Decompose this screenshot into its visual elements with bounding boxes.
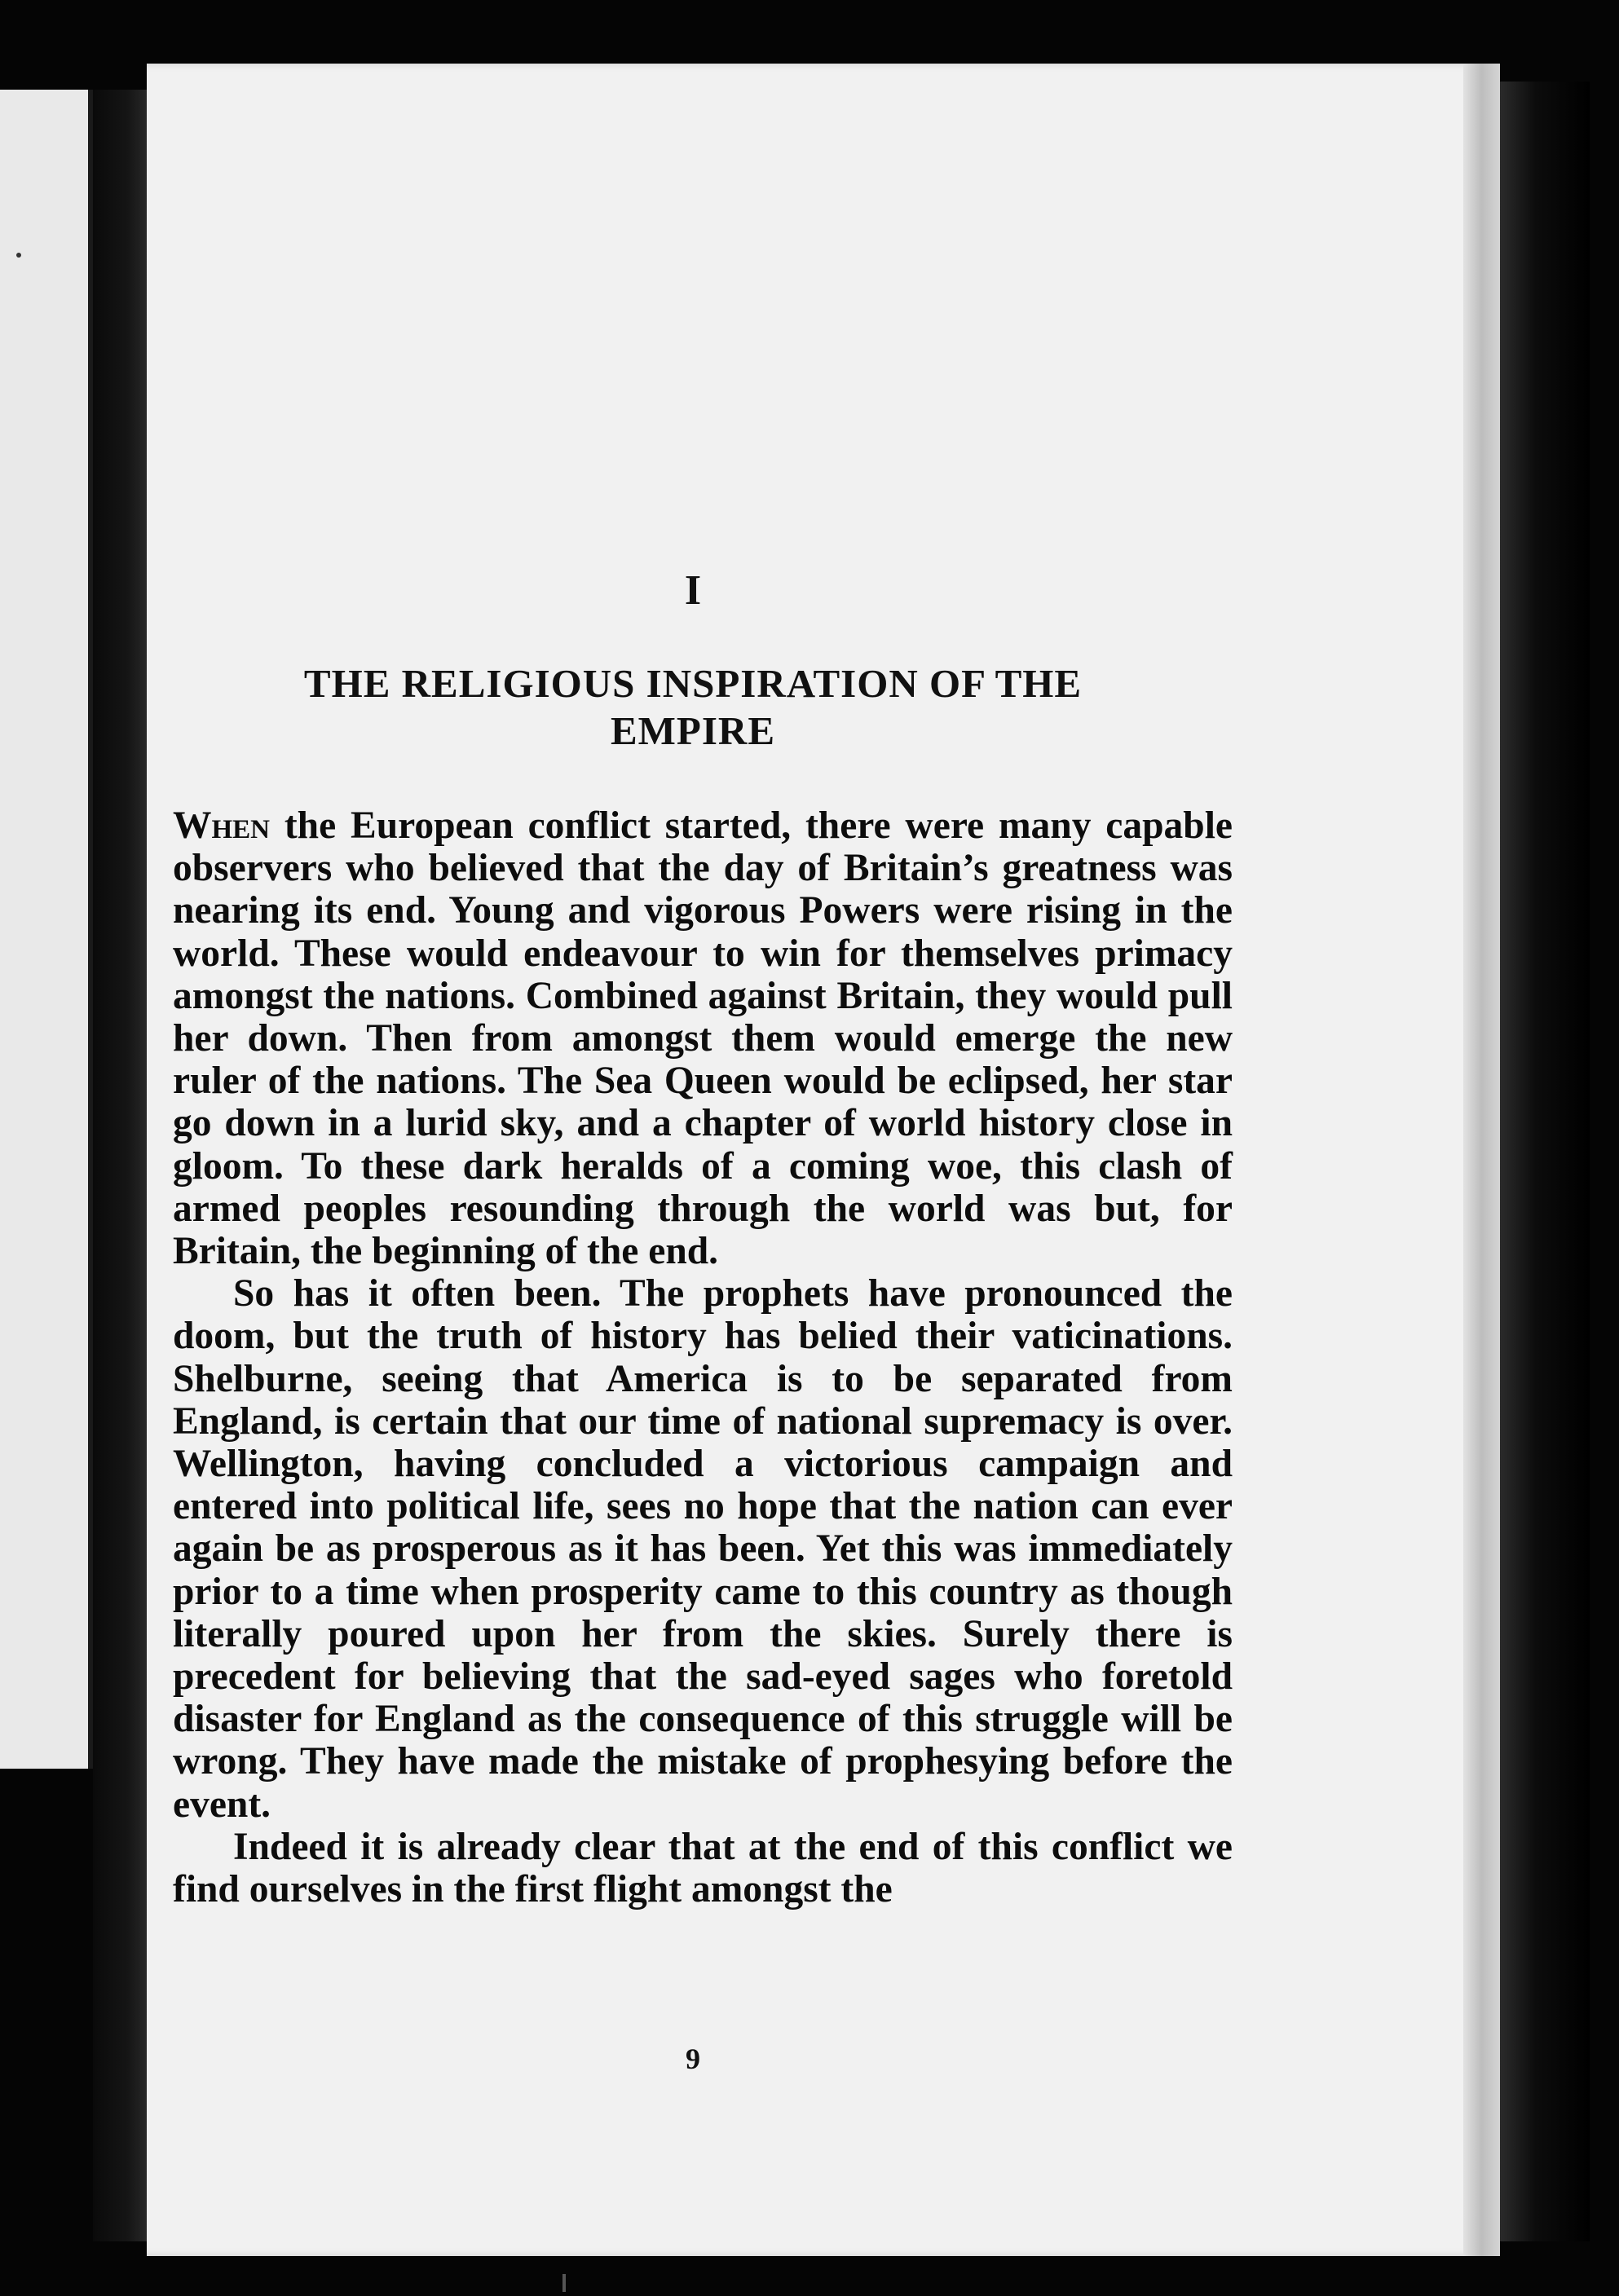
ink-speck bbox=[16, 253, 21, 258]
paragraph-1-text: the European conflict started, there were many capable observers who believed that the day of Britain’s greatness was nearing its end. Young and vigorous Powers were rising in the world. These would endeavour to win for themselves primacy amongst the nations. Combined against Britain, they would pull her down. Then from amongst them would emerge the new ruler of the nations. The Sea Queen would be eclipsed, her star go down in a lurid sky, and a chapter of world history close in gloom. To these dark heralds of a coming woe, this clash of armed peoples resounding through the world was but, for Britain, the beginning of the end. bbox=[173, 804, 1233, 1273]
paragraph-2: So has it often been. The prophets have pronounced the doom, but the truth of history has belied their vaticinations. Shelburne, seeing that America is to be separated from England, is certain that our time of national supremacy is over. Wellington, having concluded a victorious campaign and entered into political life, sees no hope that the nation can ever again be as prosperous as it has been. Yet this was immediately prior to a time when prosperity came to this country as though literally poured upon her from the skies. Surely there is precedent for believing that the sad-eyed sages who foretold disaster for England as the consequence of this struggle will be wrong. They have made the mistake of prophesying before the event. bbox=[173, 1272, 1233, 1826]
chapter-title-line-2: EMPIRE bbox=[611, 708, 775, 753]
paragraph-1 bbox=[173, 804, 1233, 1272]
facing-page-edge bbox=[0, 90, 93, 1769]
opening-word: When bbox=[173, 804, 271, 847]
chapter-title-line-1: THE RELIGIOUS INSPIRATION OF THE bbox=[303, 661, 1083, 706]
body-text bbox=[173, 804, 1233, 1910]
chapter-number: I bbox=[684, 567, 702, 614]
page-fore-edge bbox=[1463, 64, 1500, 2256]
page-number: 9 bbox=[686, 2043, 700, 2075]
scan-artifact-mark bbox=[562, 2274, 566, 2292]
book-cover-edge bbox=[1500, 82, 1590, 2241]
paragraph-3: Indeed it is already clear that at the end of this conflict we find ourselves in the first flight amongst the bbox=[173, 1825, 1233, 1911]
chapter-title bbox=[212, 660, 1174, 755]
book-spine-shadow bbox=[93, 90, 150, 2241]
